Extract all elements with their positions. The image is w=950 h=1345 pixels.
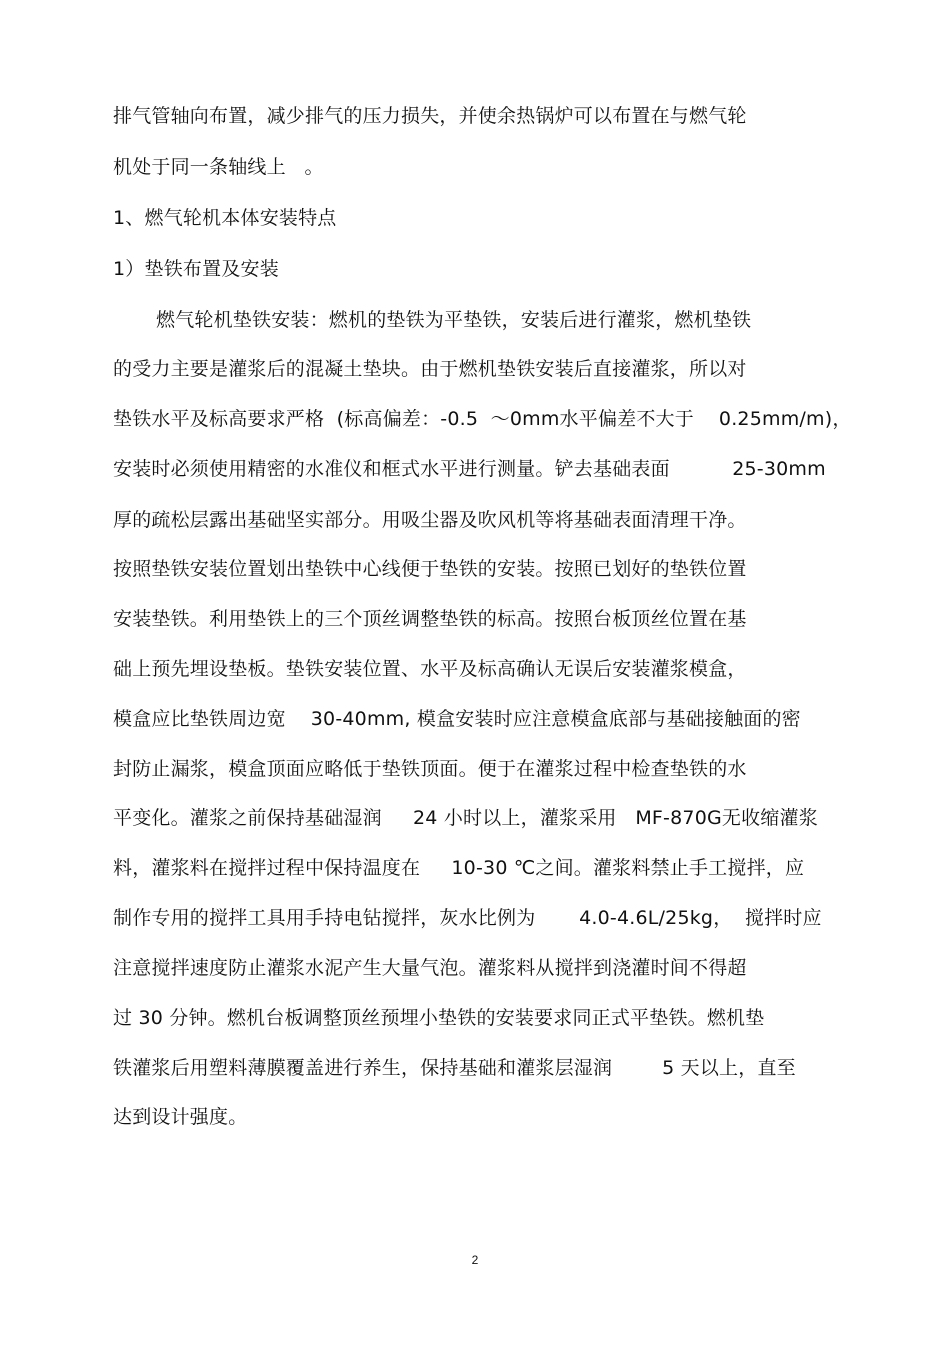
subsection-heading: 1）垫铁布置及安装 [113, 258, 279, 280]
paragraph-line: 垫铁水平及标高要求严格 (标高偏差：-0.5 ～0mm水平偏差不大于 0.25mm/m)， [113, 408, 852, 430]
paragraph-line: 按照垫铁安装位置划出垫铁中心线便于垫铁的安装。按照已划好的垫铁位置 [113, 558, 747, 580]
paragraph-line: 安装时必须使用精密的水准仪和框式水平进行测量。铲去基础表面 25-30mm [113, 458, 826, 480]
paragraph-line: 厚的疏松层露出基础坚实部分。用吸尘器及吹风机等将基础表面清理干净。 [113, 509, 747, 531]
paragraph-line: 安装垫铁。利用垫铁上的三个顶丝调整垫铁的标高。按照台板顶丝位置在基 [113, 608, 747, 630]
paragraph-line: 平变化。灌浆之前保持基础湿润 24 小时以上，灌浆采用 MF-870G无收缩灌浆 [113, 807, 818, 829]
paragraph-line: 础上预先埋设垫板。垫铁安装位置、水平及标高确认无误后安装灌浆模盒， [113, 658, 747, 680]
paragraph-line: 料，灌浆料在搅拌过程中保持温度在 10-30 ℃之间。灌浆料禁止手工搅拌，应 [113, 857, 805, 879]
paragraph-line: 机处于同一条轴线上 。 [113, 156, 324, 178]
paragraph-line: 制作专用的搅拌工具用手持电钻搅拌，灰水比例为 4.0-4.6L/25kg， 搅拌时应 [113, 907, 822, 929]
paragraph-line: 达到设计强度。 [113, 1106, 248, 1128]
paragraph-line: 铁灌浆后用塑料薄膜覆盖进行养生，保持基础和灌浆层湿润 5 天以上，直至 [113, 1057, 796, 1079]
paragraph-line: 封防止漏浆，模盒顶面应略低于垫铁顶面。便于在灌浆过程中检查垫铁的水 [113, 758, 747, 780]
section-heading: 1、燃气轮机本体安装特点 [113, 207, 337, 229]
page-number: 2 [471, 1253, 479, 1267]
paragraph-line: 排气管轴向布置，减少排气的压力损失，并使余热锅炉可以布置在与燃气轮 [113, 105, 747, 127]
paragraph-line: 燃气轮机垫铁安装：燃机的垫铁为平垫铁，安装后进行灌浆，燃机垫铁 [156, 309, 752, 331]
paragraph-line: 注意搅拌速度防止灌浆水泥产生大量气泡。灌浆料从搅拌到浇灌时间不得超 [113, 957, 747, 979]
paragraph-line: 模盒应比垫铁周边宽 30-40mm, 模盒安装时应注意模盒底部与基础接触面的密 [113, 708, 801, 730]
paragraph-line: 过 30 分钟。燃机台板调整顶丝预埋小垫铁的安装要求同正式平垫铁。燃机垫 [113, 1007, 765, 1029]
paragraph-line: 的受力主要是灌浆后的混凝土垫块。由于燃机垫铁安装后直接灌浆，所以对 [113, 358, 747, 380]
